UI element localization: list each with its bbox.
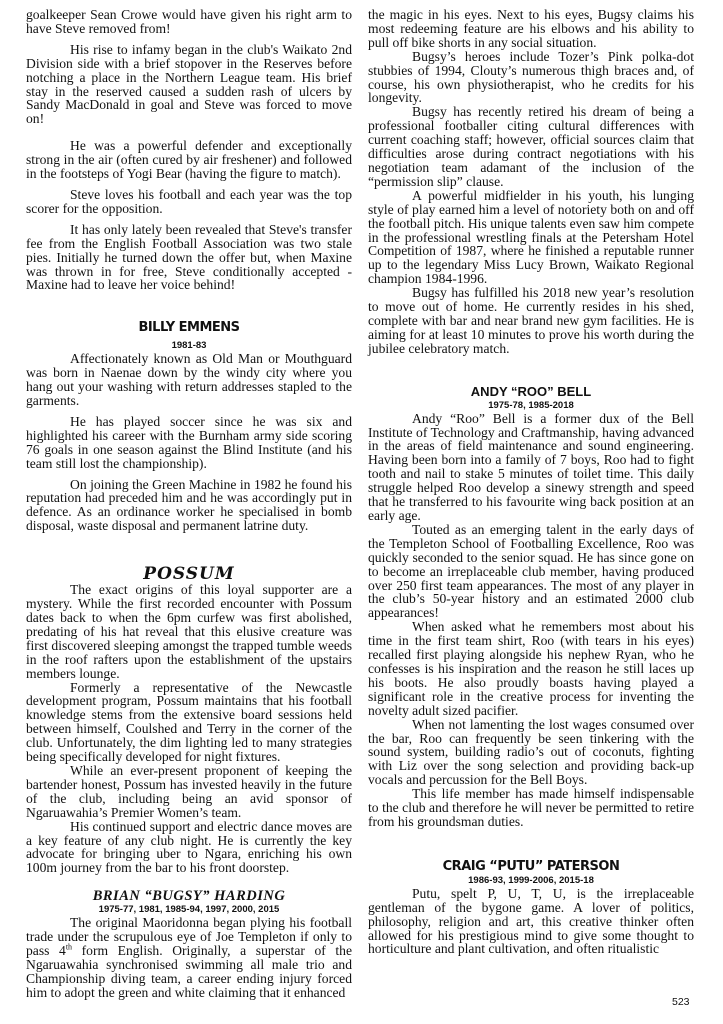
- paragraph: [26, 916, 352, 999]
- profile-heading: BRIAN “BUGSY” HARDING: [92, 888, 286, 905]
- paragraph: A powerful midfielder in his youth, his lunging style of play earned him a level of notoriety both on and off the football pitch. His unique talents even saw him compete in the professional wrestling finals at the Petersham Hotel Competition of 1987, where he finished a reputable runner up to the legendary Miss Lucy Brown, Waikato Regional champion 1984-1996.: [368, 187, 694, 287]
- paragraph-text: The original Maoridonna began plying his football trade under the scrupulous eye of Joe Templeton if only to pass 4: [26, 915, 352, 959]
- paragraph: Andy “Roo” Bell is a former dux of the Bell Institute of Technology and Craftmanship, having advanced in the areas of field maintenance and sound engineering. Having been born into a family of 7 boys, Roo had to fight tooth and nail to stake 5 minutes of toilet time. This daily struggle helped Roo develop a sinewy strength and speed that he transferred to his favourite wing back position at an early age.: [368, 410, 694, 523]
- paragraph: Putu, spelt P, U, T, U, is the irreplaceable gentleman of the bygone game. A lover of politics, philosophy, religion and art, this creative thinker often allowed for his prestigious mind to give some thought to horticulture and plant cultivation, and often ritualistic: [368, 885, 694, 957]
- paragraph: His continued support and electric dance moves are a key feature of any club night. He is currently the key advocate for bringing uber to Ngara, enriching his own 100m journey from the bar to his front doorstep.: [26, 818, 352, 876]
- paragraph: On joining the Green Machine in 1982 he found his reputation had preceded him and he was accordingly put in defence. As an ordinance worker he specialised in bomb disposal, waste disposal and permanent latrine duty.: [26, 476, 352, 534]
- profile-heading: BILLY EMMENS: [138, 320, 240, 336]
- paragraph: When not lamenting the lost wages consumed over the bar, Roo can frequently be seen tinkering with the sound system, building radio’s out of coconuts, fighting with Liz over the song selection and providing back-up vocals and percussion for the Bell Boys.: [368, 716, 694, 788]
- paragraph: Affectionately known as Old Man or Mouthguard was born in Naenae down by the windy city where you hang out your washing with return addresses stapled to the garments.: [26, 351, 352, 409]
- paragraph: the magic in his eyes. Next to his eyes, Bugsy claims his most redeeming feature are his elbows and his ability to pull off bike shorts in any social situation.: [368, 7, 694, 50]
- paragraph: The exact origins of this loyal supporter are a mystery. While the first recorded encounter with Possum dates back to when the 6pm curfew was first abolished, predating of his hat reveal that this elusive creature was first discovered sleeping amongst the trapped tumble weeds in the roof rafters upon the establishment of the upstairs members lounge.: [26, 582, 352, 681]
- paragraph: Bugsy has recently retired his dream of being a professional footballer citing cultural differences with current coaching staff; however, official sources claim that difficulties arose during contract negotiations with his negotiation team adamant of the inclusion of the “permission slip” clause.: [368, 104, 694, 189]
- paragraph: Bugsy’s heroes include Tozer’s Pink polka-dot stubbies of 1994, Clouty’s numerous thigh braces and, of course, his own physiotherapist, who he credits for his longevity.: [368, 48, 694, 106]
- steve-section: [26, 8, 352, 292]
- paragraph: goalkeeper Sean Crowe would have given his right arm to have Steve removed from!: [26, 7, 352, 36]
- profile-years: 1975-77, 1981, 1985-94, 1997, 2000, 2015: [98, 904, 280, 916]
- paragraph-text: form English. Originally, a superstar of the Ngaruawahia synchronised swimming all male trio and Championship diving team, a career ending injury forced him to adopt the green and white claiming that it enhanced: [26, 943, 353, 1000]
- paragraph: Formerly a representative of the Newcastle development program, Possum maintains that his football knowledge stems from the extensive board sessions held between himself, Coulshed and Terry in the corner of the club. Unfortunately, the dim lighting led to many strategies being specifically developed for night fixtures.: [26, 679, 352, 765]
- paragraph: This life member has made himself indispensable to the club and therefore he will never be permitted to retire from his groundsman duties.: [368, 786, 694, 829]
- billy-emmens-section: [26, 320, 352, 533]
- paragraph: Steve loves his football and each year was the top scorer for the opposition.: [26, 186, 352, 216]
- profile-heading: ANDY “ROO” BELL: [470, 383, 592, 399]
- left-column: [26, 8, 352, 1000]
- paragraph: He has played soccer since he was six and highlighted his career with the Burnham army side scoring 76 goals in one season against the Blind Institute (and his team still lost the championship).: [26, 413, 352, 471]
- paragraph: He was a powerful defender and exceptionally strong in the air (often cured by air freshener) and followed in the footsteps of Yogi Bear (having the figure to match).: [26, 138, 352, 182]
- profile-years: 1986-93, 1999-2006, 2015-18: [468, 874, 594, 886]
- possum-section: [26, 565, 352, 875]
- page-number: 523: [672, 996, 690, 1008]
- profile-heading: CRAIG “PUTU” PATERSON: [442, 858, 620, 874]
- superscript: th: [65, 942, 73, 952]
- andy-roo-bell-section: [368, 384, 694, 829]
- paragraph: When asked what he remembers most about his time in the first team shirt, Roo (with tears in his eyes) recalled first playing alongside his nephew Ryan, who he confesses is his inspiration and the reason he still laces up his boots. He also proudly boasts having played a significant role in the creative process for inventing the novelty adult sized pacifier.: [368, 619, 694, 718]
- profile-years: 1975-78, 1985-2018: [488, 399, 574, 411]
- brian-bugsy-harding-section: [26, 889, 352, 999]
- paragraph: Bugsy has fulfilled his 2018 new year’s resolution to move out of home. He currently resides in his shed, complete with bar and near brand new gym facilities. He is aiming for at least 10 minutes to prove his worth during the jubilee celebratory match.: [368, 285, 694, 356]
- paragraph: Touted as an emerging talent in the early days of the Templeton School of Footballing Excellence, Roo was quickly seconded to the senior squad. He has since gone on to become an irreplaceable club member, having produced over 250 first team appearances. The most of any player in the club’s 50-year history and an estimated 2000 club appearances!: [368, 521, 694, 621]
- paragraph: While an ever-present proponent of keeping the bartender honest, Possum has invested heavily in the future of the club, including being an avid sponsor of Ngaruawahia’s Premier Women’s team.: [26, 762, 352, 820]
- paragraph: It has only lately been revealed that Steve's transfer fee from the English Football Association was two stale pies. Initially he turned down the offer but, when Maxine was thrown in for free, Steve conditionally accepted - Maxine had to leave her voice behind!: [26, 221, 352, 293]
- bugsy-continued-section: [368, 8, 694, 356]
- right-column: [368, 8, 694, 956]
- profile-years: 1981-83: [171, 340, 207, 352]
- craig-putu-paterson-section: [368, 859, 694, 957]
- paragraph: His rise to infamy began in the club's Waikato 2nd Division side with a brief stopover in the Reserves before notching a place in the Northern League team. His brief stay in the reserved caused a sudden rash of ulcers by Sandy MacDonald in goal and Steve was forced to move on!: [26, 41, 352, 127]
- profile-heading: POSSUM: [143, 564, 235, 585]
